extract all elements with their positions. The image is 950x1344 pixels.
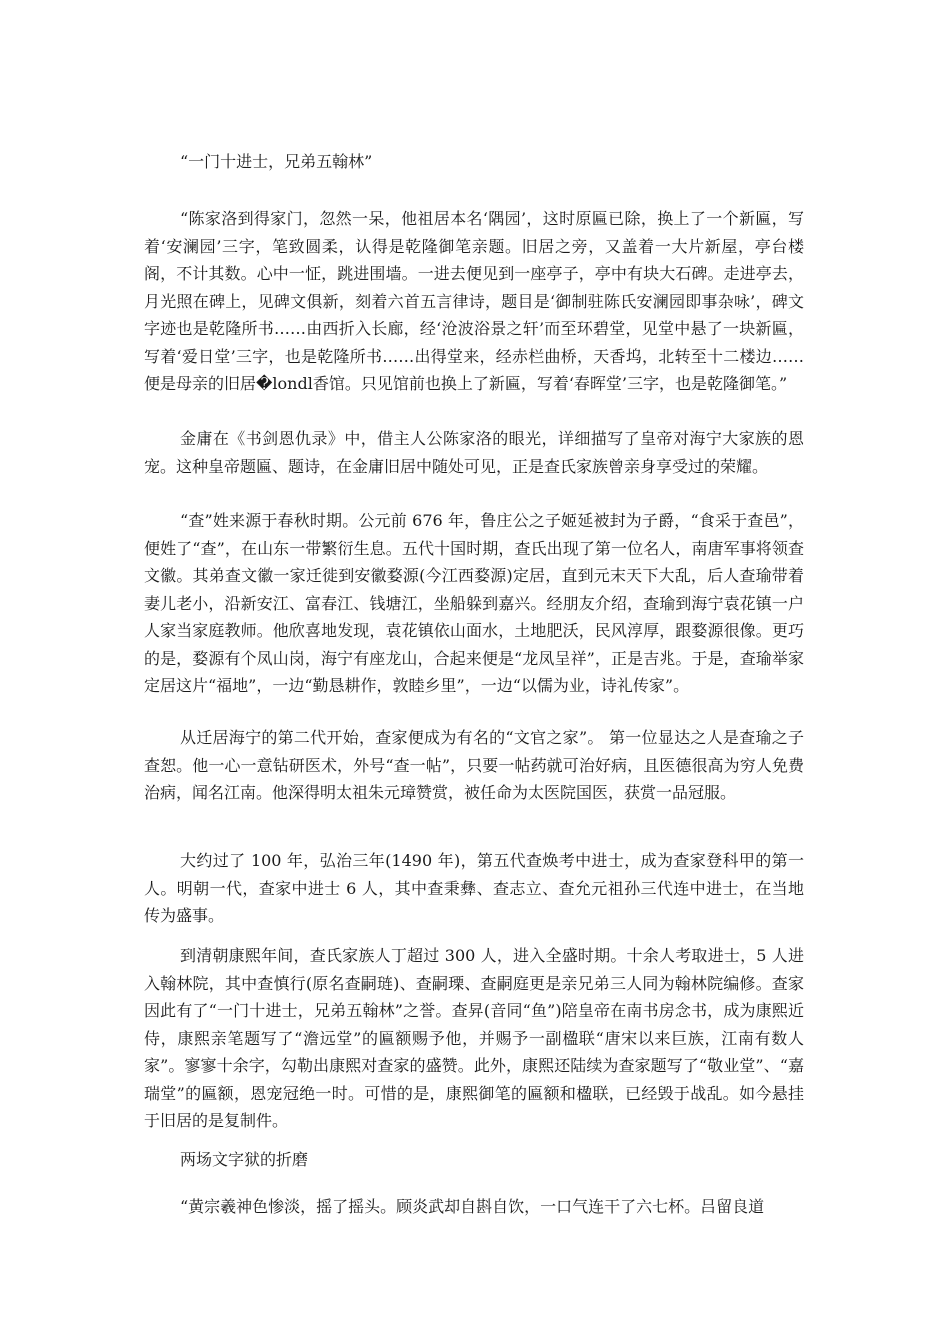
paragraph-official-family: 从迁居海宁的第二代开始，查家便成为有名的“文官之家”。 第一位显达之人是查瑜之子查恕。他一心一意钻研医术，外号“查一帖”，只要一帖药就可治好病，且医德很高为穷人免费治病，闻名江南。他深得明太祖朱元璋赞赏，被任命为太医院国医，获赏一品冠服。 — [144, 728, 804, 802]
paragraph-kangxi-era: 到清朝康熙年间，查氏家族人丁超过 300 人，进入全盛时期。十余人考取进士，5 人进入翰林院，其中查慎行(原名查嗣琏)、查嗣瑮、查嗣庭更是亲兄弟三人同为翰林院编修。查家因此有了“一门十进士，兄弟五翰林”之誉。查昇(音同“鱼”)陪皇帝在南书房念书，成为康熙近侍，康熙亲笔题写了“澹远堂”的匾额赐予他，并赐予一副楹联“唐宋以来巨族，江南有数人家”。寥寥十余字，勾勒出康熙对查家的盛赞。此外，康熙还陆续为查家题写了“敬业堂”、“嘉瑞堂”的匾额，恩宠冠绝一时。可惜的是，康熙御笔的匾额和楹联，已经毁于战乱。如今悬挂于旧居的是复制件。 — [144, 946, 804, 1130]
section-heading-literary-inquisition: 两场文字狱的折磨 — [180, 1150, 309, 1169]
section-heading-family-honor: “一门十进士，兄弟五翰林” — [180, 152, 373, 171]
paragraph-huang-zongxi-quote: “黄宗羲神色惨淡，摇了摇头。顾炎武却自斟自饮，一口气连干了六七杯。吕留良道 — [180, 1197, 765, 1216]
paragraph-novel-quote: “陈家洛到得家门，忽然一呆，他祖居本名‘隅园’，这时原匾已除，换上了一个新匾，写着‘安澜园’三字，笔致圆柔，认得是乾隆御笔亲题。旧居之旁，又盖着一大片新屋，亭台楼阁，不计其数。心中一怔，跳进围墙。一进去便见到一座亭子，亭中有块大石碑。走进亭去，月光照在碑上，见碑文俱新，刻着六首五言律诗，题目是‘御制驻陈氏安澜园即事杂咏’，碑文字迹也是乾隆所书……由西折入长廊，经‘沧波浴景之轩’而至环碧堂，见堂中悬了一块新匾，写着‘爱日堂’三字，也是乾隆所书……出得堂来，经赤栏曲桥，天香坞，北转至十二楼边……便是母亲的旧居�londl香馆。只见馆前也换上了新匾，写着‘春晖堂’三字，也是乾隆御笔。” — [144, 209, 804, 393]
paragraph-surname-origin: “查”姓来源于春秋时期。公元前 676 年，鲁庄公之子姬延被封为子爵，“食采于查邑”，便姓了“查”，在山东一带繁衍生息。五代十国时期，查氏出现了第一位名人，南唐军事将领查文徽。其弟查文徽一家迁徙到安徽婺源(今江西婺源)定居，直到元末天下大乱，后人查瑜带着妻儿老小，沿新安江、富春江、钱塘江，坐船躲到嘉兴。经朋友介绍，查瑜到海宁袁花镇一户人家当家庭教师。他欣喜地发现，袁花镇依山面水，土地肥沃，民风淳厚，跟婺源很像。更巧的是，婺源有个凤山岗，海宁有座龙山，合起来便是“龙凤呈祥”，正是吉兆。于是，查瑜举家定居这片“福地”，一边“勤恳耕作，敦睦乡里”，一边“以儒为业，诗礼传家”。 — [144, 511, 804, 695]
paragraph-ming-jinshi: 大约过了 100 年，弘治三年(1490 年)，第五代查焕考中进士，成为查家登科甲的第一人。明朝一代，查家中进士 6 人，其中查秉彝、查志立、查允元祖孙三代连中进士，在当地传为盛事。 — [144, 851, 804, 925]
paragraph-imperial-favor: 金庸在《书剑恩仇录》中，借主人公陈家洛的眼光，详细描写了皇帝对海宁大家族的恩宠。这种皇帝题匾、题诗，在金庸旧居中随处可见，正是查氏家族曾亲身享受过的荣耀。 — [144, 429, 804, 476]
